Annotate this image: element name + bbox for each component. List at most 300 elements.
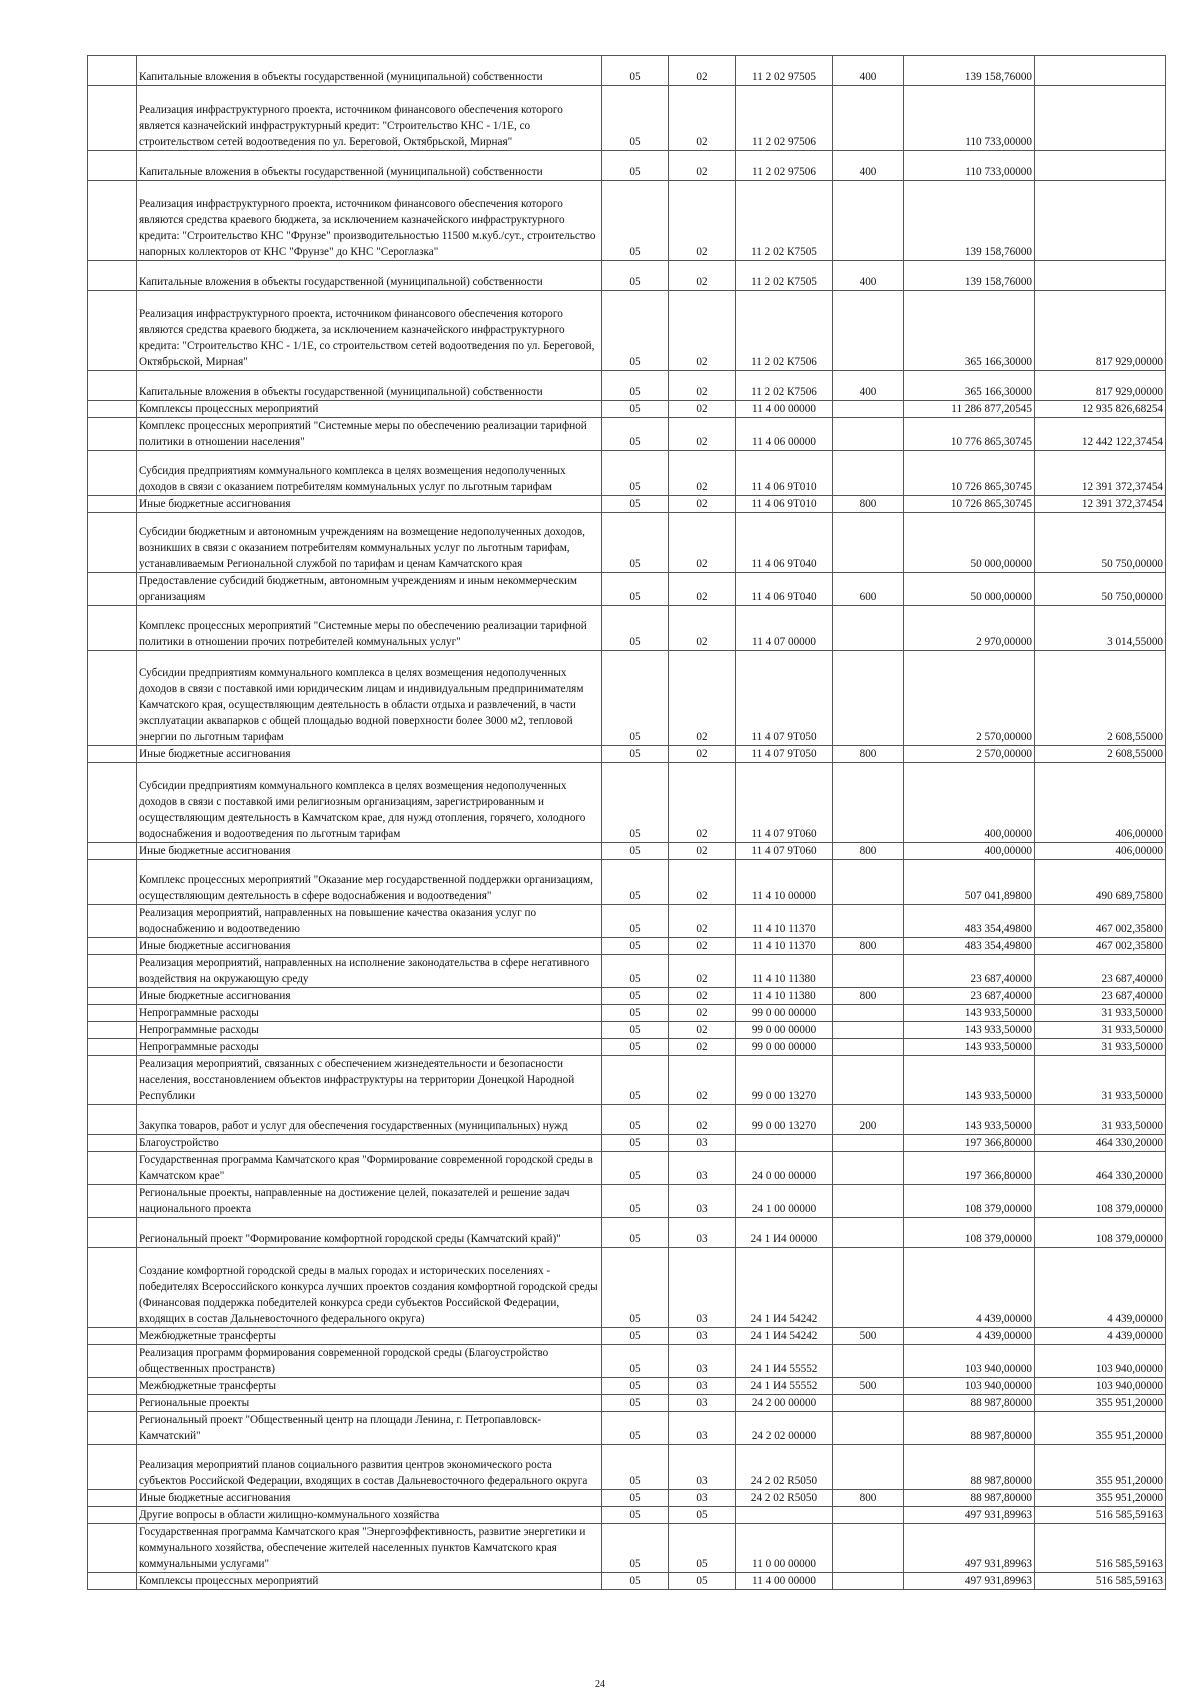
subsection-code: 02 xyxy=(669,261,736,291)
row-marker xyxy=(88,261,137,291)
subsection-code: 05 xyxy=(669,1573,736,1590)
target-article-code: 11 4 10 11370 xyxy=(736,905,833,938)
table-row xyxy=(88,86,1166,151)
table-row xyxy=(88,1105,1166,1135)
expense-type-code xyxy=(833,1345,904,1378)
subsection-code: 02 xyxy=(669,513,736,573)
amount-year-1: 143 933,50000 xyxy=(904,1105,1035,1135)
expense-type-code: 400 xyxy=(833,151,904,181)
amount-year-2 xyxy=(1035,86,1166,151)
expense-type-code xyxy=(833,1005,904,1022)
section-code: 05 xyxy=(602,1395,669,1412)
amount-year-2: 4 439,00000 xyxy=(1035,1248,1166,1328)
row-marker xyxy=(88,1039,137,1056)
target-article-code: 24 2 02 00000 xyxy=(736,1412,833,1445)
amount-year-2: 406,00000 xyxy=(1035,763,1166,843)
expense-type-code xyxy=(833,1039,904,1056)
amount-year-1: 110 733,00000 xyxy=(904,151,1035,181)
section-code: 05 xyxy=(602,1507,669,1524)
expense-type-code: 600 xyxy=(833,573,904,606)
item-name: Субсидия предприятиям коммунального комплекса в целях возмещения недополученных доходов в связи с оказанием потребителям коммунальных услуг по льготным тарифам xyxy=(137,451,602,496)
row-marker xyxy=(88,1345,137,1378)
subsection-code: 03 xyxy=(669,1412,736,1445)
row-marker xyxy=(88,905,137,938)
row-marker xyxy=(88,1328,137,1345)
target-article-code: 24 1 И4 54242 xyxy=(736,1248,833,1328)
table-row xyxy=(88,261,1166,291)
amount-year-1: 143 933,50000 xyxy=(904,1039,1035,1056)
expense-type-code xyxy=(833,1152,904,1185)
row-marker xyxy=(88,573,137,606)
target-article-code: 11 4 07 00000 xyxy=(736,606,833,651)
section-code: 05 xyxy=(602,451,669,496)
amount-year-2: 4 439,00000 xyxy=(1035,1328,1166,1345)
subsection-code: 03 xyxy=(669,1135,736,1152)
amount-year-2: 355 951,20000 xyxy=(1035,1490,1166,1507)
section-code: 05 xyxy=(602,651,669,746)
item-name: Реализация программ формирования современной городской среды (Благоустройство общественных пространств) xyxy=(137,1345,602,1378)
section-code: 05 xyxy=(602,1152,669,1185)
row-marker xyxy=(88,1105,137,1135)
subsection-code: 02 xyxy=(669,496,736,513)
expense-type-code: 400 xyxy=(833,56,904,86)
row-marker xyxy=(88,938,137,955)
amount-year-2: 817 929,00000 xyxy=(1035,371,1166,401)
amount-year-1: 2 570,00000 xyxy=(904,651,1035,746)
table-row xyxy=(88,1490,1166,1507)
section-code: 05 xyxy=(602,1490,669,1507)
item-name: Реализация мероприятий, направленных на исполнение законодательства в сфере негативного воздействия на окружающую среду xyxy=(137,955,602,988)
table-row xyxy=(88,1022,1166,1039)
section-code: 05 xyxy=(602,56,669,86)
section-code: 05 xyxy=(602,938,669,955)
subsection-code: 03 xyxy=(669,1152,736,1185)
target-article-code: 11 4 06 9Т010 xyxy=(736,496,833,513)
target-article-code: 11 2 02 К7505 xyxy=(736,261,833,291)
table-row xyxy=(88,746,1166,763)
amount-year-1: 10 726 865,30745 xyxy=(904,496,1035,513)
row-marker xyxy=(88,451,137,496)
row-marker xyxy=(88,291,137,371)
expense-type-code: 400 xyxy=(833,371,904,401)
section-code: 05 xyxy=(602,86,669,151)
expense-type-code xyxy=(833,1573,904,1590)
amount-year-2: 31 933,50000 xyxy=(1035,1056,1166,1105)
amount-year-1: 143 933,50000 xyxy=(904,1005,1035,1022)
row-marker xyxy=(88,418,137,451)
subsection-code: 03 xyxy=(669,1378,736,1395)
row-marker xyxy=(88,401,137,418)
subsection-code: 05 xyxy=(669,1507,736,1524)
amount-year-2: 23 687,40000 xyxy=(1035,988,1166,1005)
row-marker xyxy=(88,1445,137,1490)
amount-year-2: 12 442 122,37454 xyxy=(1035,418,1166,451)
table-row xyxy=(88,181,1166,261)
item-name: Региональные проекты, направленные на достижение целей, показателей и решение задач национального проекта xyxy=(137,1185,602,1218)
amount-year-1: 139 158,76000 xyxy=(904,181,1035,261)
table-row xyxy=(88,1345,1166,1378)
item-name: Региональный проект "Формирование комфортной городской среды (Камчатский край)" xyxy=(137,1218,602,1248)
item-name: Комплексы процессных мероприятий xyxy=(137,1573,602,1590)
amount-year-2: 103 940,00000 xyxy=(1035,1345,1166,1378)
row-marker xyxy=(88,1152,137,1185)
row-marker xyxy=(88,1378,137,1395)
amount-year-2: 516 585,59163 xyxy=(1035,1573,1166,1590)
table-row xyxy=(88,905,1166,938)
subsection-code: 02 xyxy=(669,291,736,371)
amount-year-1: 103 940,00000 xyxy=(904,1345,1035,1378)
expense-type-code: 800 xyxy=(833,938,904,955)
section-code: 05 xyxy=(602,1328,669,1345)
subsection-code: 02 xyxy=(669,56,736,86)
amount-year-1: 483 354,49800 xyxy=(904,905,1035,938)
item-name: Реализация инфраструктурного проекта, источником финансового обеспечения которого являются средства краевого бюджета, за исключением казначейского инфраструктурного кредита: "Строительство КНС "Фрунзе" производительностью 11500 м.куб./сут., строительство напорных коллекторов от КНС "Фрунзе" до КНС "Сероглазка" xyxy=(137,181,602,261)
amount-year-1: 4 439,00000 xyxy=(904,1328,1035,1345)
table-row xyxy=(88,843,1166,860)
target-article-code: 11 2 02 97506 xyxy=(736,151,833,181)
amount-year-2: 23 687,40000 xyxy=(1035,955,1166,988)
amount-year-2: 12 935 826,68254 xyxy=(1035,401,1166,418)
section-code: 05 xyxy=(602,1135,669,1152)
item-name: Реализация инфраструктурного проекта, источником финансового обеспечения которого является казначейский инфраструктурный кредит: "Строительство КНС - 1/1Е, со строительством сетей водоотведения по ул. Береговой, Октябрьской, Мирная" xyxy=(137,86,602,151)
item-name: Реализация мероприятий, связанных с обеспечением жизнедеятельности и безопасности населения, восстановлением объектов инфраструктуры на территории Донецкой Народной Республики xyxy=(137,1056,602,1105)
item-name: Комплекс процессных мероприятий "Системные меры по обеспечению реализации тарифной политики в отношении населения" xyxy=(137,418,602,451)
target-article-code: 11 4 06 00000 xyxy=(736,418,833,451)
subsection-code: 02 xyxy=(669,938,736,955)
section-code: 05 xyxy=(602,1039,669,1056)
table-row xyxy=(88,291,1166,371)
row-marker xyxy=(88,513,137,573)
table-row xyxy=(88,1185,1166,1218)
row-marker xyxy=(88,763,137,843)
amount-year-1: 139 158,76000 xyxy=(904,56,1035,86)
row-marker xyxy=(88,651,137,746)
target-article-code: 24 1 00 00000 xyxy=(736,1185,833,1218)
target-article-code: 11 2 02 97505 xyxy=(736,56,833,86)
subsection-code: 05 xyxy=(669,1524,736,1573)
item-name: Межбюджетные трансферты xyxy=(137,1378,602,1395)
amount-year-2: 464 330,20000 xyxy=(1035,1135,1166,1152)
section-code: 05 xyxy=(602,513,669,573)
target-article-code: 11 4 07 9Т060 xyxy=(736,763,833,843)
target-article-code: 11 4 06 9Т010 xyxy=(736,451,833,496)
section-code: 05 xyxy=(602,1248,669,1328)
target-article-code: 24 1 И4 55552 xyxy=(736,1345,833,1378)
amount-year-2: 355 951,20000 xyxy=(1035,1445,1166,1490)
amount-year-2: 108 379,00000 xyxy=(1035,1185,1166,1218)
expense-type-code xyxy=(833,86,904,151)
section-code: 05 xyxy=(602,860,669,905)
expense-type-code xyxy=(833,1395,904,1412)
table-row xyxy=(88,451,1166,496)
amount-year-1: 10 726 865,30745 xyxy=(904,451,1035,496)
row-marker xyxy=(88,746,137,763)
section-code: 05 xyxy=(602,1345,669,1378)
table-row xyxy=(88,1395,1166,1412)
expense-type-code xyxy=(833,1185,904,1218)
target-article-code: 11 4 06 9Т040 xyxy=(736,573,833,606)
row-marker xyxy=(88,1507,137,1524)
section-code: 05 xyxy=(602,1378,669,1395)
expense-type-code: 500 xyxy=(833,1378,904,1395)
amount-year-1: 365 166,30000 xyxy=(904,291,1035,371)
target-article-code xyxy=(736,1507,833,1524)
amount-year-1: 50 000,00000 xyxy=(904,513,1035,573)
table-row xyxy=(88,1328,1166,1345)
table-row xyxy=(88,651,1166,746)
item-name: Государственная программа Камчатского края "Энергоэффективность, развитие энергетики и коммунального хозяйства, обеспечение жителей населенных пунктов Камчатского края коммунальными услугами" xyxy=(137,1524,602,1573)
amount-year-1: 108 379,00000 xyxy=(904,1218,1035,1248)
target-article-code: 11 4 10 11380 xyxy=(736,955,833,988)
item-name: Капитальные вложения в объекты государственной (муниципальной) собственности xyxy=(137,151,602,181)
expense-type-code xyxy=(833,418,904,451)
section-code: 05 xyxy=(602,418,669,451)
item-name: Иные бюджетные ассигнования xyxy=(137,496,602,513)
expense-type-code xyxy=(833,1248,904,1328)
table-row xyxy=(88,763,1166,843)
expense-type-code xyxy=(833,1507,904,1524)
subsection-code: 03 xyxy=(669,1218,736,1248)
subsection-code: 03 xyxy=(669,1395,736,1412)
subsection-code: 02 xyxy=(669,651,736,746)
subsection-code: 02 xyxy=(669,451,736,496)
table-row xyxy=(88,1056,1166,1105)
amount-year-2: 31 933,50000 xyxy=(1035,1022,1166,1039)
table-row xyxy=(88,1573,1166,1590)
item-name: Межбюджетные трансферты xyxy=(137,1328,602,1345)
target-article-code: 11 4 00 00000 xyxy=(736,401,833,418)
row-marker xyxy=(88,860,137,905)
row-marker xyxy=(88,181,137,261)
target-article-code: 24 1 И4 00000 xyxy=(736,1218,833,1248)
item-name: Субсидии предприятиям коммунального комплекса в целях возмещения недополученных доходов в связи с поставкой ими религиозным организациям, зарегистрированным и осуществляющим деятельность в Камчатском крае, для нужд отопления, горячего, холодного водоснабжения и водоотведения по льготным тарифам xyxy=(137,763,602,843)
table-row xyxy=(88,1524,1166,1573)
page-number: 24 xyxy=(595,1679,605,1690)
row-marker xyxy=(88,371,137,401)
section-code: 05 xyxy=(602,1573,669,1590)
table-row xyxy=(88,955,1166,988)
expense-type-code: 800 xyxy=(833,988,904,1005)
section-code: 05 xyxy=(602,1412,669,1445)
table-row xyxy=(88,1507,1166,1524)
target-article-code: 11 4 10 11380 xyxy=(736,988,833,1005)
row-marker xyxy=(88,1490,137,1507)
table-row xyxy=(88,1135,1166,1152)
amount-year-1: 88 987,80000 xyxy=(904,1490,1035,1507)
amount-year-2 xyxy=(1035,151,1166,181)
row-marker xyxy=(88,955,137,988)
expense-type-code: 400 xyxy=(833,261,904,291)
target-article-code: 11 4 10 11370 xyxy=(736,938,833,955)
subsection-code: 02 xyxy=(669,1022,736,1039)
item-name: Субсидии предприятиям коммунального комплекса в целях возмещения недополученных доходов в связи с поставкой ими юридическим лицам и индивидуальным предпринимателям Камчатского края, осуществляющим деятельность в области отдыха и развлечений, в части эксплуатации аквапарков с общей площадью водной поверхности более 3000 м2, тепловой энергии по льготным тарифам xyxy=(137,651,602,746)
subsection-code: 02 xyxy=(669,1039,736,1056)
item-name: Комплекс процессных мероприятий "Оказание мер государственной поддержки организациям, осуществляющим деятельность в сфере водоснабжения и водоотведения" xyxy=(137,860,602,905)
amount-year-2: 31 933,50000 xyxy=(1035,1105,1166,1135)
section-code: 05 xyxy=(602,496,669,513)
row-marker xyxy=(88,1022,137,1039)
target-article-code: 11 2 02 97506 xyxy=(736,86,833,151)
section-code: 05 xyxy=(602,763,669,843)
row-marker xyxy=(88,151,137,181)
target-article-code xyxy=(736,1135,833,1152)
row-marker xyxy=(88,1005,137,1022)
amount-year-1: 365 166,30000 xyxy=(904,371,1035,401)
target-article-code: 24 2 00 00000 xyxy=(736,1395,833,1412)
expense-type-code xyxy=(833,1445,904,1490)
item-name: Закупка товаров, работ и услуг для обеспечения государственных (муниципальных) нужд xyxy=(137,1105,602,1135)
item-name: Субсидии бюджетным и автономным учреждениям на возмещение недополученных доходов, возникших в связи с оказанием потребителям коммунальных услуг по льготным тарифам, устанавливаемым Региональной службой по тарифам и ценам Камчатского края xyxy=(137,513,602,573)
amount-year-2: 355 951,20000 xyxy=(1035,1395,1166,1412)
amount-year-1: 400,00000 xyxy=(904,843,1035,860)
section-code: 05 xyxy=(602,1445,669,1490)
target-article-code: 99 0 00 00000 xyxy=(736,1022,833,1039)
section-code: 05 xyxy=(602,181,669,261)
table-row xyxy=(88,1005,1166,1022)
subsection-code: 03 xyxy=(669,1345,736,1378)
section-code: 05 xyxy=(602,988,669,1005)
item-name: Капитальные вложения в объекты государственной (муниципальной) собственности xyxy=(137,56,602,86)
item-name: Комплексы процессных мероприятий xyxy=(137,401,602,418)
item-name: Региональные проекты xyxy=(137,1395,602,1412)
expense-type-code xyxy=(833,955,904,988)
amount-year-1: 143 933,50000 xyxy=(904,1022,1035,1039)
amount-year-2: 103 940,00000 xyxy=(1035,1378,1166,1395)
section-code: 05 xyxy=(602,1105,669,1135)
row-marker xyxy=(88,843,137,860)
section-code: 05 xyxy=(602,606,669,651)
table-row xyxy=(88,988,1166,1005)
expense-type-code: 500 xyxy=(833,1328,904,1345)
section-code: 05 xyxy=(602,573,669,606)
target-article-code: 11 2 02 К7506 xyxy=(736,371,833,401)
row-marker xyxy=(88,1218,137,1248)
amount-year-1: 108 379,00000 xyxy=(904,1185,1035,1218)
expense-type-code xyxy=(833,513,904,573)
target-article-code: 24 2 02 R5050 xyxy=(736,1490,833,1507)
expense-type-code xyxy=(833,1412,904,1445)
target-article-code: 24 1 И4 55552 xyxy=(736,1378,833,1395)
subsection-code: 03 xyxy=(669,1185,736,1218)
row-marker xyxy=(88,606,137,651)
amount-year-1: 483 354,49800 xyxy=(904,938,1035,955)
expense-type-code xyxy=(833,651,904,746)
amount-year-2: 12 391 372,37454 xyxy=(1035,496,1166,513)
subsection-code: 02 xyxy=(669,955,736,988)
section-code: 05 xyxy=(602,261,669,291)
row-marker xyxy=(88,1248,137,1328)
subsection-code: 02 xyxy=(669,843,736,860)
amount-year-1: 497 931,89963 xyxy=(904,1524,1035,1573)
item-name: Государственная программа Камчатского края "Формирование современной городской среды в Камчатском крае" xyxy=(137,1152,602,1185)
amount-year-2 xyxy=(1035,56,1166,86)
section-code: 05 xyxy=(602,746,669,763)
section-code: 05 xyxy=(602,1022,669,1039)
amount-year-2: 406,00000 xyxy=(1035,843,1166,860)
target-article-code: 99 0 00 00000 xyxy=(736,1005,833,1022)
target-article-code: 11 4 07 9Т060 xyxy=(736,843,833,860)
target-article-code: 11 4 07 9Т050 xyxy=(736,746,833,763)
subsection-code: 02 xyxy=(669,746,736,763)
expense-type-code: 800 xyxy=(833,843,904,860)
target-article-code: 11 4 00 00000 xyxy=(736,1573,833,1590)
table-row xyxy=(88,151,1166,181)
item-name: Иные бюджетные ассигнования xyxy=(137,938,602,955)
table-row xyxy=(88,1378,1166,1395)
section-code: 05 xyxy=(602,151,669,181)
row-marker xyxy=(88,56,137,86)
item-name: Создание комфортной городской среды в малых городах и исторических поселениях - победителях Всероссийского конкурса лучших проектов создания комфортной городской среды (Финансовая поддержка победителей конкурса среди субъектов Российской Федерации, входящих в состав Дальневосточного федерального округа) xyxy=(137,1248,602,1328)
section-code: 05 xyxy=(602,371,669,401)
amount-year-1: 23 687,40000 xyxy=(904,955,1035,988)
amount-year-2: 3 014,55000 xyxy=(1035,606,1166,651)
amount-year-2: 50 750,00000 xyxy=(1035,513,1166,573)
amount-year-2: 108 379,00000 xyxy=(1035,1218,1166,1248)
amount-year-2 xyxy=(1035,261,1166,291)
amount-year-1: 139 158,76000 xyxy=(904,261,1035,291)
expense-type-code xyxy=(833,1135,904,1152)
expense-type-code xyxy=(833,1056,904,1105)
subsection-code: 03 xyxy=(669,1328,736,1345)
expense-type-code xyxy=(833,181,904,261)
item-name: Комплекс процессных мероприятий "Системные меры по обеспечению реализации тарифной политики в отношении прочих потребителей коммунальных услуг" xyxy=(137,606,602,651)
amount-year-1: 88 987,80000 xyxy=(904,1412,1035,1445)
amount-year-2: 516 585,59163 xyxy=(1035,1524,1166,1573)
section-code: 05 xyxy=(602,1524,669,1573)
amount-year-1: 507 041,89800 xyxy=(904,860,1035,905)
target-article-code: 11 4 10 00000 xyxy=(736,860,833,905)
amount-year-1: 50 000,00000 xyxy=(904,573,1035,606)
subsection-code: 02 xyxy=(669,151,736,181)
target-article-code: 99 0 00 13270 xyxy=(736,1056,833,1105)
expense-type-code xyxy=(833,1218,904,1248)
table-row xyxy=(88,401,1166,418)
section-code: 05 xyxy=(602,955,669,988)
table-row xyxy=(88,1445,1166,1490)
subsection-code: 02 xyxy=(669,418,736,451)
amount-year-2: 467 002,35800 xyxy=(1035,905,1166,938)
table-row xyxy=(88,573,1166,606)
amount-year-1: 110 733,00000 xyxy=(904,86,1035,151)
item-name: Реализация мероприятий, направленных на повышение качества оказания услуг по водоснабжению и водоотведению xyxy=(137,905,602,938)
section-code: 05 xyxy=(602,1005,669,1022)
amount-year-1: 143 933,50000 xyxy=(904,1056,1035,1105)
item-name: Капитальные вложения в объекты государственной (муниципальной) собственности xyxy=(137,371,602,401)
amount-year-1: 497 931,89963 xyxy=(904,1507,1035,1524)
amount-year-1: 4 439,00000 xyxy=(904,1248,1035,1328)
row-marker xyxy=(88,988,137,1005)
amount-year-1: 197 366,80000 xyxy=(904,1135,1035,1152)
table-row xyxy=(88,371,1166,401)
row-marker xyxy=(88,1573,137,1590)
expense-type-code xyxy=(833,451,904,496)
section-code: 05 xyxy=(602,905,669,938)
target-article-code: 11 0 00 00000 xyxy=(736,1524,833,1573)
table-row xyxy=(88,606,1166,651)
expense-type-code xyxy=(833,1524,904,1573)
subsection-code: 03 xyxy=(669,1490,736,1507)
amount-year-2: 516 585,59163 xyxy=(1035,1507,1166,1524)
target-article-code: 11 4 07 9Т050 xyxy=(736,651,833,746)
subsection-code: 02 xyxy=(669,763,736,843)
section-code: 05 xyxy=(602,291,669,371)
table-row xyxy=(88,1218,1166,1248)
row-marker xyxy=(88,1135,137,1152)
item-name: Непрограммные расходы xyxy=(137,1022,602,1039)
item-name: Капитальные вложения в объекты государственной (муниципальной) собственности xyxy=(137,261,602,291)
subsection-code: 03 xyxy=(669,1248,736,1328)
target-article-code: 24 0 00 00000 xyxy=(736,1152,833,1185)
